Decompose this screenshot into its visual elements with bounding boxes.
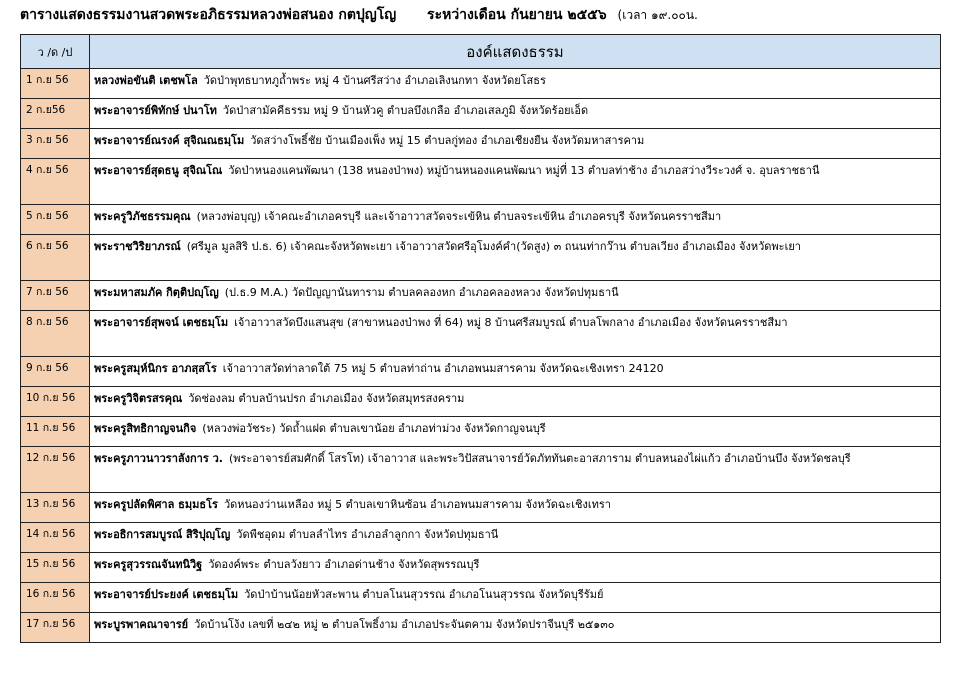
monk-name: พระครูสุวรรณจันทนิวิฐ <box>94 558 203 571</box>
table-row <box>21 159 941 205</box>
monk-name: พระบูรพาคณาจารย์ <box>94 618 189 631</box>
monk-name: พระอาจารย์พิทักษ์ ปนาโท <box>94 104 217 117</box>
row-description <box>90 613 941 643</box>
table-row <box>21 69 941 99</box>
temple-address: เจ้าอาวาสวัดบึงแสนสุข (สาขาหนองป่าพง ที่ 64) หมู่ 8 บ้านศรีสมบูรณ์ ตำบลโพกลาง อำเภอเมือง จังหวัดนครราชสีมา <box>234 316 788 329</box>
table-row <box>21 99 941 129</box>
table-row <box>21 129 941 159</box>
table-row <box>21 583 941 613</box>
row-description <box>90 417 941 447</box>
row-date: 2 ก.ย56 <box>21 99 90 129</box>
table-row <box>21 613 941 643</box>
monk-name: พระมหาสมภัค กิตฺติปญฺโญ <box>94 286 219 299</box>
table-row <box>21 357 941 387</box>
row-date: 3 ก.ย 56 <box>21 129 90 159</box>
row-description <box>90 235 941 281</box>
row-date: 8 ก.ย 56 <box>21 311 90 357</box>
temple-address: วัดป่าบ้านน้อยหัวสะพาน ตำบลโนนสุวรรณ อำเภอโนนสุวรรณ จังหวัดบุรีรัมย์ <box>244 588 604 601</box>
row-description <box>90 553 941 583</box>
row-description <box>90 493 941 523</box>
temple-address: วัดช่องลม ตำบลบ้านปรก อำเภอเมือง จังหวัดสมุทรสงคราม <box>188 392 465 405</box>
row-date: 14 ก.ย 56 <box>21 523 90 553</box>
temple-address: วัดป่าสามัคคีธรรม หมู่ 9 บ้านหัวคู ตำบลบึงเกลือ อำเภอเสลภูมิ จังหวัดร้อยเอ็ด <box>222 104 589 117</box>
row-description <box>90 357 941 387</box>
schedule-table <box>20 34 941 643</box>
temple-address: (พระอาจารย์สมศักดิ์ โสรโท) เจ้าอาวาส และพระวิปัสสนาจารย์วัดภัททันตะอาสภาราม ตำบลหนองไผ่แก้ว อำเภอบ้านบึง จังหวัดชลบุรี <box>228 452 851 465</box>
date-column-header: ว /ด /ป <box>21 35 90 69</box>
temple-address: วัดบ้านโง้ง เลขที่ ๒๔๒ หมู่ ๒ ตำบลโพธิ์งาม อำเภอประจันตคาม จังหวัดปราจีนบุรี ๒๕๑๓๐ <box>194 618 615 631</box>
row-date: 7 ก.ย 56 <box>21 281 90 311</box>
title-date-range: ระหว่างเดือน กันยายน ๒๕๕๖ <box>427 7 607 23</box>
title-time-note: (เวลา ๑๙.๐๐น. <box>617 8 698 22</box>
row-description <box>90 159 941 205</box>
row-date: 1 ก.ย 56 <box>21 69 90 99</box>
temple-address: (ศรีมูล มูลสิริ ป.ธ. 6) เจ้าคณะจังหวัดพะเยา เจ้าอาวาสวัดศรีอุโมงค์คำ(วัดสูง) ๓ ถนนท่ากว๊าน ตำบลเวียง อำเภอเมือง จังหวัดพะเยา <box>186 240 801 253</box>
monk-name: พระอธิการสมบูรณ์ สิริปุญฺโญ <box>94 528 231 541</box>
monk-name: พระครูปลัดพิศาล ธมฺมธโร <box>94 498 218 511</box>
monk-name: พระครูสิทธิกาญจนกิจ <box>94 422 197 435</box>
row-description <box>90 129 941 159</box>
row-description <box>90 69 941 99</box>
schedule-rows <box>21 69 941 643</box>
row-description <box>90 583 941 613</box>
temple-address: วัดองค์พระ ตำบลวังยาว อำเภอด่านช้าง จังหวัดสุพรรณบุรี <box>208 558 480 571</box>
row-date: 9 ก.ย 56 <box>21 357 90 387</box>
table-row <box>21 281 941 311</box>
row-date: 5 ก.ย 56 <box>21 205 90 235</box>
table-row <box>21 447 941 493</box>
table-header-row <box>21 35 941 69</box>
temple-address: วัดหนองว่านเหลือง หมู่ 5 ตำบลเขาหินซ้อน อำเภอพนมสารคาม จังหวัดฉะเชิงเทรา <box>223 498 611 511</box>
row-description <box>90 447 941 493</box>
temple-address: (ป.ธ.9 M.A.) วัดปัญญานันทาราม ตำบลคลองหก อำเภอคลองหลวง จังหวัดปทุมธานี <box>224 286 619 299</box>
monk-name: พระอาจารย์ประยงค์ เตชธมฺโม <box>94 588 239 601</box>
row-date: 11 ก.ย 56 <box>21 417 90 447</box>
temple-address: วัดพืชอุดม ตำบลลำไทร อำเภอลำลูกกา จังหวัดปทุมธานี <box>236 528 499 541</box>
row-description <box>90 281 941 311</box>
row-date: 13 ก.ย 56 <box>21 493 90 523</box>
row-description <box>90 205 941 235</box>
title-text: ตารางแสดงธรรมงานสวดพระอภิธรรมหลวงพ่อสนอง กตปุญโญ <box>20 7 397 23</box>
monk-name: พระอาจารย์ณรงค์ สุจิณณธมฺโม <box>94 134 245 147</box>
temple-address: วัดสว่างโพธิ์ชัย บ้านเมืองเพ็ง หมู่ 15 ตำบลกู่ทอง อำเภอเชียงยืน จังหวัดมหาสารคาม <box>250 134 645 147</box>
row-description <box>90 311 941 357</box>
table-row <box>21 205 941 235</box>
table-row <box>21 387 941 417</box>
table-row <box>21 553 941 583</box>
row-date: 10 ก.ย 56 <box>21 387 90 417</box>
monk-name: พระอาจารย์สุดธนู สุจิณโณ <box>94 164 223 177</box>
row-description <box>90 523 941 553</box>
temple-address: วัดป่าหนองแคนพัฒนา (138 หนองป่าพง) หมู่บ้านหนองแคนพัฒนา หมู่ที่ 13 ตำบลท่าช้าง อำเภอสว่างวีระวงศ์ จ. อุบลราชธานี <box>228 164 820 177</box>
table-row <box>21 235 941 281</box>
monk-name: พระครูวิจิตรสรคุณ <box>94 392 183 405</box>
row-date: 16 ก.ย 56 <box>21 583 90 613</box>
table-row <box>21 523 941 553</box>
monk-name: พระอาจารย์สุพจน์ เตชธมฺโม <box>94 316 229 329</box>
table-row <box>21 311 941 357</box>
row-date: 17 ก.ย 56 <box>21 613 90 643</box>
row-description <box>90 99 941 129</box>
table-row <box>21 493 941 523</box>
row-date: 12 ก.ย 56 <box>21 447 90 493</box>
temple-address: เจ้าอาวาสวัดท่าลาดใต้ 75 หมู่ 5 ตำบลท่าถ่าน อำเภอพนมสารคาม จังหวัดฉะเชิงเทรา 24120 <box>222 362 664 375</box>
row-description <box>90 387 941 417</box>
temple-address: วัดป่าพุทธบาทภูถ้ำพระ หมู่ 4 บ้านศรีสว่าง อำเภอเลิงนกทา จังหวัดยโสธร <box>203 74 546 87</box>
monk-name: พระราชวิริยาภรณ์ <box>94 240 181 253</box>
monk-name: พระครูภาวนาวราลังการ ว. <box>94 452 223 465</box>
monk-name: พระครูสมุห์นิกร อาภสฺสโร <box>94 362 217 375</box>
table-row <box>21 417 941 447</box>
monk-name: หลวงพ่อขันติ เตชพโล <box>94 74 198 87</box>
row-date: 15 ก.ย 56 <box>21 553 90 583</box>
temple-address: (หลวงพ่อวัชระ) วัดถ้ำแฝด ตำบลเขาน้อย อำเภอท่าม่วง จังหวัดกาญจนบุรี <box>202 422 546 435</box>
page-title <box>20 6 955 24</box>
monk-name: พระครูวิภัชธรรมคุณ <box>94 210 191 223</box>
main-column-header: องค์แสดงธรรม <box>90 35 941 69</box>
temple-address: (หลวงพ่อบุญ) เจ้าคณะอำเภอครบุรี และเจ้าอาวาสวัดจระเข้หิน ตำบลจระเข้หิน อำเภอครบุรี จังหวัดนครราชสีมา <box>196 210 722 223</box>
row-date: 4 ก.ย 56 <box>21 159 90 205</box>
row-date: 6 ก.ย 56 <box>21 235 90 281</box>
